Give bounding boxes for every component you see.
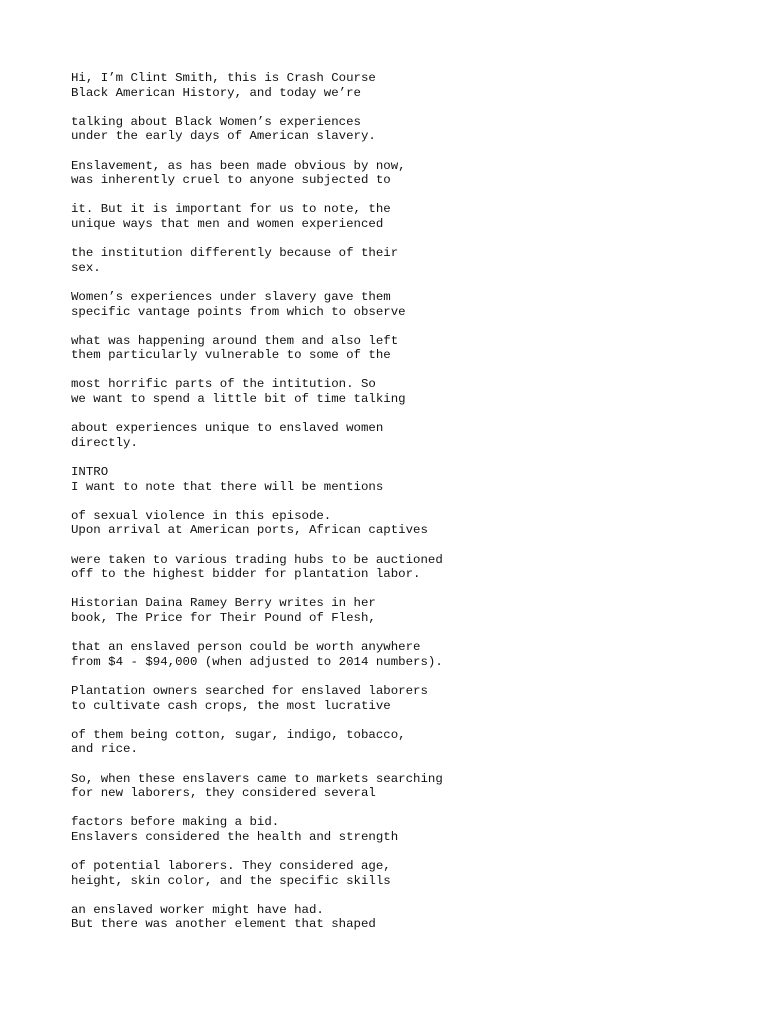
- transcript-paragraph: [71, 728, 711, 757]
- text-line: Plantation owners searched for enslaved laborers: [71, 683, 428, 698]
- text-line: Enslavement, as has been made obvious by now,: [71, 158, 406, 173]
- text-line: about experiences unique to enslaved women: [71, 421, 384, 436]
- text-line: them particularly vulnerable to some of the: [71, 348, 391, 363]
- text-line: off to the highest bidder for plantation labor.: [71, 567, 421, 582]
- text-line: that an enslaved person could be worth anywhere: [71, 640, 421, 655]
- text-line: But there was another element that shaped: [71, 917, 376, 932]
- transcript-paragraph: [71, 246, 711, 275]
- text-line: book, The Price for Their Pound of Flesh,: [71, 610, 376, 625]
- transcript-paragraph: [71, 290, 711, 319]
- text-line: height, skin color, and the specific skills: [71, 873, 391, 888]
- text-line: I want to note that there will be mentions: [71, 479, 384, 494]
- text-line: of potential laborers. They considered age,: [71, 859, 391, 874]
- transcript-paragraph: [71, 772, 711, 801]
- text-line: factors before making a bid.: [71, 815, 280, 830]
- text-line: under the early days of American slavery.: [71, 129, 376, 144]
- text-line: and rice.: [71, 742, 138, 757]
- transcript-paragraph: [71, 903, 711, 932]
- text-line: we want to spend a little bit of time talking: [71, 392, 406, 407]
- transcript-text: [71, 71, 711, 947]
- text-line: Historian Daina Ramey Berry writes in her: [71, 596, 376, 611]
- text-line: from $4 - $94,000 (when adjusted to 2014 numbers).: [71, 654, 443, 669]
- text-line: specific vantage points from which to observe: [71, 304, 406, 319]
- text-line: unique ways that men and women experienced: [71, 216, 384, 231]
- text-line: So, when these enslavers came to markets searching: [71, 771, 443, 786]
- text-line: of them being cotton, sugar, indigo, tobacco,: [71, 727, 406, 742]
- text-line: an enslaved worker might have had.: [71, 902, 324, 917]
- transcript-paragraph: [71, 640, 711, 669]
- text-line: Women’s experiences under slavery gave them: [71, 289, 391, 304]
- text-line: were taken to various trading hubs to be auctioned: [71, 552, 443, 567]
- transcript-paragraph: [71, 465, 711, 494]
- transcript-paragraph: [71, 815, 711, 844]
- text-line: most horrific parts of the intitution. So: [71, 377, 376, 392]
- section-heading: INTRO: [71, 465, 109, 480]
- transcript-paragraph: [71, 421, 711, 450]
- transcript-paragraph: [71, 859, 711, 888]
- transcript-paragraph: [71, 115, 711, 144]
- text-line: for new laborers, they considered several: [71, 786, 376, 801]
- transcript-paragraph: [71, 202, 711, 231]
- transcript-paragraph: [71, 553, 711, 582]
- text-line: what was happening around them and also left: [71, 333, 399, 348]
- text-line: Upon arrival at American ports, African captives: [71, 523, 428, 538]
- text-line: talking about Black Women’s experiences: [71, 114, 361, 129]
- transcript-paragraph: [71, 71, 711, 100]
- text-line: Enslavers considered the health and strength: [71, 829, 399, 844]
- text-line: was inherently cruel to anyone subjected to: [71, 173, 391, 188]
- text-line: the institution differently because of their: [71, 246, 399, 261]
- transcript-paragraph: [71, 596, 711, 625]
- text-line: sex.: [71, 260, 101, 275]
- transcript-paragraph: [71, 377, 711, 406]
- text-line: of sexual violence in this episode.: [71, 508, 332, 523]
- text-line: to cultivate cash crops, the most lucrative: [71, 698, 391, 713]
- text-line: directly.: [71, 435, 138, 450]
- transcript-paragraph: [71, 684, 711, 713]
- text-line: Black American History, and today we’re: [71, 85, 361, 100]
- text-line: Hi, I’m Clint Smith, this is Crash Course: [71, 71, 376, 85]
- text-line: it. But it is important for us to note, the: [71, 202, 391, 217]
- transcript-paragraph: [71, 159, 711, 188]
- transcript-paragraph: [71, 509, 711, 538]
- transcript-paragraph: [71, 334, 711, 363]
